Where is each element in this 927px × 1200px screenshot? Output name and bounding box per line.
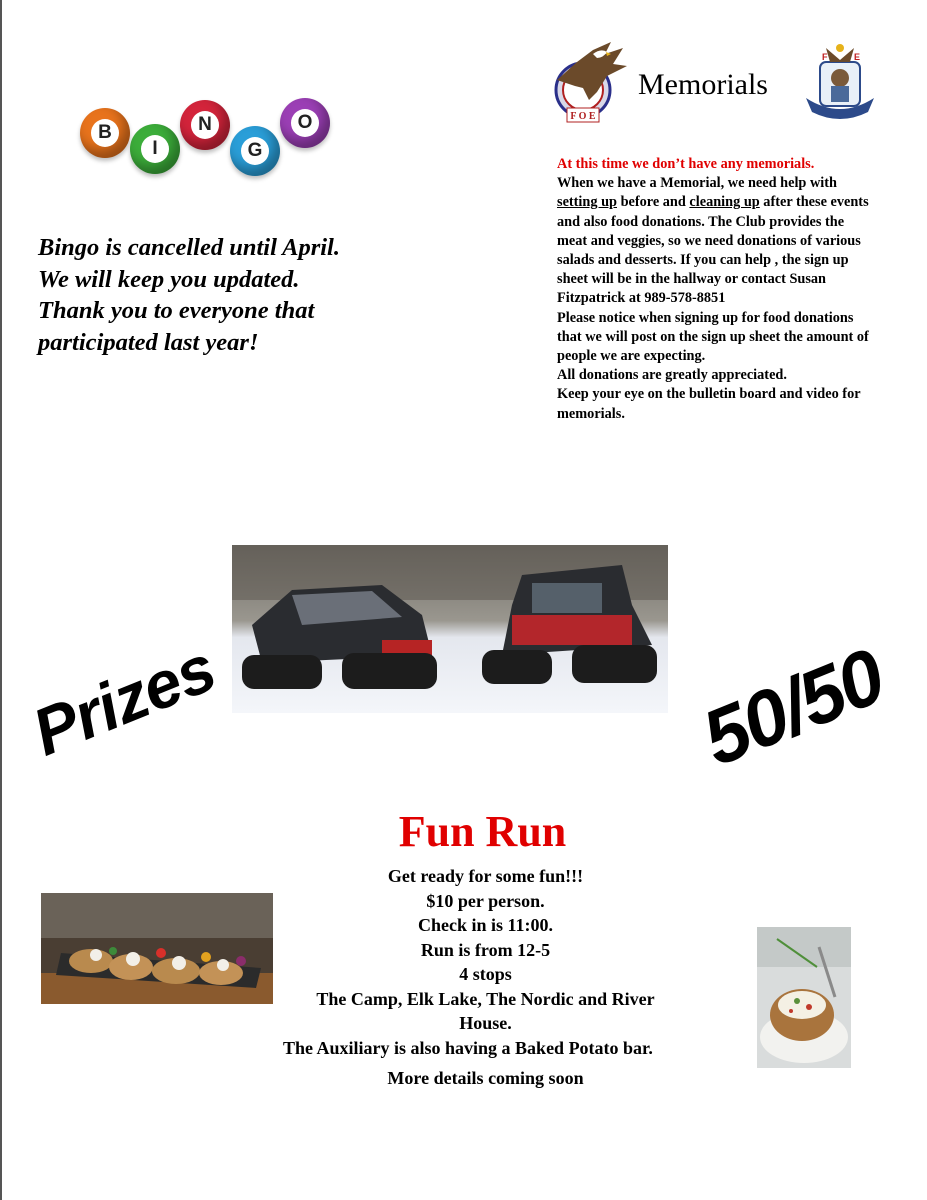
bingo-line: We will keep you updated. (38, 265, 300, 293)
fun-run-auxiliary: The Auxiliary is also having a Baked Potato bar. (283, 1037, 653, 1058)
bingo-ball-n: N (180, 100, 230, 150)
fun-run-line: Check in is 11:00. (417, 915, 554, 935)
fun-run-title: Fun Run (398, 807, 567, 856)
memorials-paragraph-3: All donations are greatly appreciated. (557, 367, 787, 384)
bingo-ball-b: B (80, 108, 130, 158)
bingo-line: Thank you to everyone that (38, 297, 315, 324)
memorials-title: Memorials (638, 68, 768, 101)
potato-bar-photo (41, 893, 273, 1004)
fun-run-line: Run is from 12-5 (420, 939, 551, 960)
fifty-fifty-label: 50/50 (690, 631, 896, 783)
svg-text:F: F (822, 52, 828, 62)
bingo-ball-i: I (130, 124, 180, 174)
fun-run-details (283, 864, 688, 1091)
bingo-announcement (38, 232, 438, 358)
svg-text:E: E (854, 52, 861, 62)
bingo-line: participated last year! (38, 328, 259, 356)
memorials-paragraph-1: When we have a Memorial, we need help with setting up before and cleaning up after these events and also food donations. The Club provides the meat and veggies, so we need donations of various salads and desserts. If you can help , the sign up sheet will be in the hallway or contact Susan Fitzpatrick at 989-578-8851 (557, 175, 869, 307)
bingo-ball-o: O (280, 98, 330, 148)
bingo-line: Bingo is cancelled until April. (38, 234, 340, 261)
bingo-logo (80, 98, 340, 178)
bingo-ball-g: G (230, 126, 280, 176)
fun-run-line: House. (459, 1013, 512, 1033)
fun-run-line: The Camp, Elk Lake, The Nordic and River (316, 988, 655, 1009)
fun-run-line: 4 stops (459, 964, 512, 984)
fun-run-more: More details coming soon (387, 1068, 584, 1088)
utv-prizes-photo (232, 545, 668, 713)
memorials-notice: At this time we don’t have any memorials. (557, 156, 815, 172)
svg-text:F O E: F O E (570, 111, 596, 122)
eagles-logo (553, 40, 631, 126)
page-left-border (0, 0, 2, 1200)
memorials-info (557, 155, 877, 424)
fun-run-line: $10 per person. (426, 890, 545, 911)
fun-run-line: Get ready for some fun!!! (387, 866, 584, 886)
foe-emblem (798, 42, 882, 122)
memorials-paragraph-4: Keep your eye on the bulletin board and video for memorials. (557, 386, 861, 422)
prizes-label: Prizes (22, 630, 225, 770)
baked-potato-photo (757, 927, 851, 1068)
memorials-paragraph-2: Please notice when signing up for food donations that we will post on the sign up sheet the amount of people we are expecting. (557, 309, 869, 365)
